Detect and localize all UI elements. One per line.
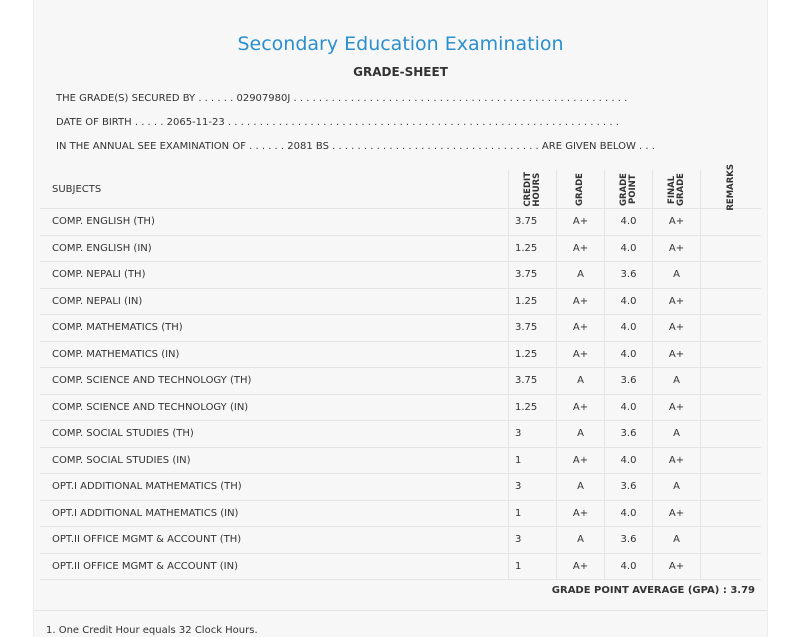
table-row	[40, 342, 761, 369]
table-row	[40, 315, 761, 342]
grade-table	[40, 164, 761, 580]
subject-cell: COMP. NEPALI (IN)	[52, 295, 143, 307]
header-subjects: SUBJECTS	[52, 183, 102, 195]
final-grade-cell: A+	[652, 236, 700, 262]
table-row	[40, 554, 761, 581]
grade-cell: A+	[556, 315, 604, 341]
credit-hours-cell: 1	[508, 554, 556, 580]
header-credit-hours: CREDIT HOURS	[522, 171, 542, 207]
grade-point-cell: 4.0	[604, 209, 652, 235]
final-grade-cell: A+	[652, 501, 700, 527]
subject-cell: COMP. NEPALI (TH)	[52, 269, 146, 281]
grade-point-cell: 3.6	[604, 262, 652, 288]
grade-point-cell: 4.0	[604, 342, 652, 368]
grade-point-cell: 3.6	[604, 474, 652, 500]
exam-year-line: IN THE ANNUAL SEE EXAMINATION OF . . . . . . 2081 BS . . . . . . . . . . . . . . . . . . . . . . . . . . . . . . . . . ARE GIVEN BELOW . . .	[56, 141, 655, 152]
grade-cell: A+	[556, 236, 604, 262]
final-grade-cell: A+	[652, 554, 700, 580]
table-row	[40, 527, 761, 554]
table-row	[40, 448, 761, 475]
credit-hour-note: 1. One Credit Hour equals 32 Clock Hours.	[46, 625, 258, 636]
remarks-cell	[700, 421, 761, 447]
remarks-cell	[700, 474, 761, 500]
table-row	[40, 289, 761, 316]
final-grade-cell: A+	[652, 448, 700, 474]
subject-cell: COMP. MATHEMATICS (IN)	[52, 348, 180, 360]
subject-cell: COMP. ENGLISH (TH)	[52, 216, 155, 228]
grade-point-cell: 4.0	[604, 554, 652, 580]
grade-point-cell: 4.0	[604, 448, 652, 474]
subject-cell: COMP. SOCIAL STUDIES (IN)	[52, 454, 191, 466]
divider	[34, 610, 767, 611]
student-symbol-line: THE GRADE(S) SECURED BY . . . . . . 02907980J . . . . . . . . . . . . . . . . . . . . . . . . . . . . . . . . . . . . . . . . . . . . . . . . . . . . .	[56, 93, 628, 104]
grade-cell: A+	[556, 289, 604, 315]
subject-cell: COMP. MATHEMATICS (TH)	[52, 322, 183, 334]
table-row	[40, 262, 761, 289]
header-remarks: REMARKS	[725, 164, 736, 211]
grade-point-cell: 4.0	[604, 236, 652, 262]
subject-cell: OPT.II OFFICE MGMT & ACCOUNT (IN)	[52, 560, 238, 572]
subject-cell: COMP. SCIENCE AND TECHNOLOGY (TH)	[52, 375, 252, 387]
header-grade-point: GRADE POINT	[618, 172, 638, 206]
grade-cell: A+	[556, 395, 604, 421]
credit-hours-cell: 3	[508, 474, 556, 500]
grade-point-cell: 3.6	[604, 368, 652, 394]
final-grade-cell: A+	[652, 315, 700, 341]
credit-hours-cell: 1.25	[508, 236, 556, 262]
remarks-cell	[700, 501, 761, 527]
header-grade: GRADE	[575, 172, 585, 206]
credit-hours-cell: 3.75	[508, 209, 556, 235]
remarks-cell	[700, 342, 761, 368]
grade-point-cell: 4.0	[604, 395, 652, 421]
remarks-cell	[700, 262, 761, 288]
table-row	[40, 395, 761, 422]
final-grade-cell: A	[652, 474, 700, 500]
table-row	[40, 368, 761, 395]
credit-hours-cell: 1.25	[508, 395, 556, 421]
subject-cell: OPT.I ADDITIONAL MATHEMATICS (TH)	[52, 481, 242, 493]
credit-hours-cell: 1.25	[508, 289, 556, 315]
final-grade-cell: A	[652, 527, 700, 553]
grade-cell: A+	[556, 448, 604, 474]
table-row	[40, 421, 761, 448]
grade-cell: A+	[556, 501, 604, 527]
grade-cell: A	[556, 421, 604, 447]
table-row	[40, 236, 761, 263]
final-grade-cell: A	[652, 368, 700, 394]
final-grade-cell: A+	[652, 289, 700, 315]
final-grade-cell: A+	[652, 395, 700, 421]
credit-hours-cell: 1	[508, 448, 556, 474]
exam-title: Secondary Education Examination	[237, 33, 564, 55]
grade-sheet	[33, 0, 768, 637]
remarks-cell	[700, 209, 761, 235]
subject-cell: COMP. SOCIAL STUDIES (TH)	[52, 428, 194, 440]
credit-hours-cell: 3.75	[508, 368, 556, 394]
grade-point-cell: 3.6	[604, 527, 652, 553]
final-grade-cell: A+	[652, 209, 700, 235]
grade-point-cell: 4.0	[604, 289, 652, 315]
credit-hours-cell: 3.75	[508, 315, 556, 341]
credit-hours-cell: 3	[508, 527, 556, 553]
header-final-grade: FINAL GRADE	[666, 172, 686, 206]
subject-cell: COMP. SCIENCE AND TECHNOLOGY (IN)	[52, 401, 249, 413]
final-grade-cell: A+	[652, 342, 700, 368]
grade-cell: A	[556, 474, 604, 500]
subject-cell: OPT.I ADDITIONAL MATHEMATICS (IN)	[52, 507, 239, 519]
subject-cell: OPT.II OFFICE MGMT & ACCOUNT (TH)	[52, 534, 242, 546]
remarks-cell	[700, 368, 761, 394]
grade-cell: A+	[556, 342, 604, 368]
credit-hours-cell: 1.25	[508, 342, 556, 368]
final-grade-cell: A	[652, 421, 700, 447]
date-of-birth-line: DATE OF BIRTH . . . . . 2065-11-23 . . . . . . . . . . . . . . . . . . . . . . . . . . . . . . . . . . . . . . . . . . . . . . . . . . . . . . . . . . . . . .	[56, 117, 619, 128]
remarks-cell	[700, 289, 761, 315]
remarks-cell	[700, 448, 761, 474]
grade-point-cell: 4.0	[604, 501, 652, 527]
credit-hours-cell: 1	[508, 501, 556, 527]
remarks-cell	[700, 395, 761, 421]
remarks-cell	[700, 315, 761, 341]
grade-cell: A	[556, 368, 604, 394]
grade-sheet-heading: GRADE-SHEET	[353, 65, 448, 79]
table-row	[40, 209, 761, 236]
gpa-summary: GRADE POINT AVERAGE (GPA) : 3.79	[551, 585, 755, 596]
remarks-cell	[700, 554, 761, 580]
subject-cell: COMP. ENGLISH (IN)	[52, 242, 152, 254]
remarks-cell	[700, 236, 761, 262]
grade-point-cell: 4.0	[604, 315, 652, 341]
table-row	[40, 474, 761, 501]
remarks-cell	[700, 527, 761, 553]
credit-hours-cell: 3.75	[508, 262, 556, 288]
credit-hours-cell: 3	[508, 421, 556, 447]
grade-cell: A	[556, 262, 604, 288]
final-grade-cell: A	[652, 262, 700, 288]
grade-cell: A+	[556, 554, 604, 580]
grade-cell: A	[556, 527, 604, 553]
grade-cell: A+	[556, 209, 604, 235]
grade-point-cell: 3.6	[604, 421, 652, 447]
table-row	[40, 501, 761, 528]
table-header	[40, 164, 761, 211]
